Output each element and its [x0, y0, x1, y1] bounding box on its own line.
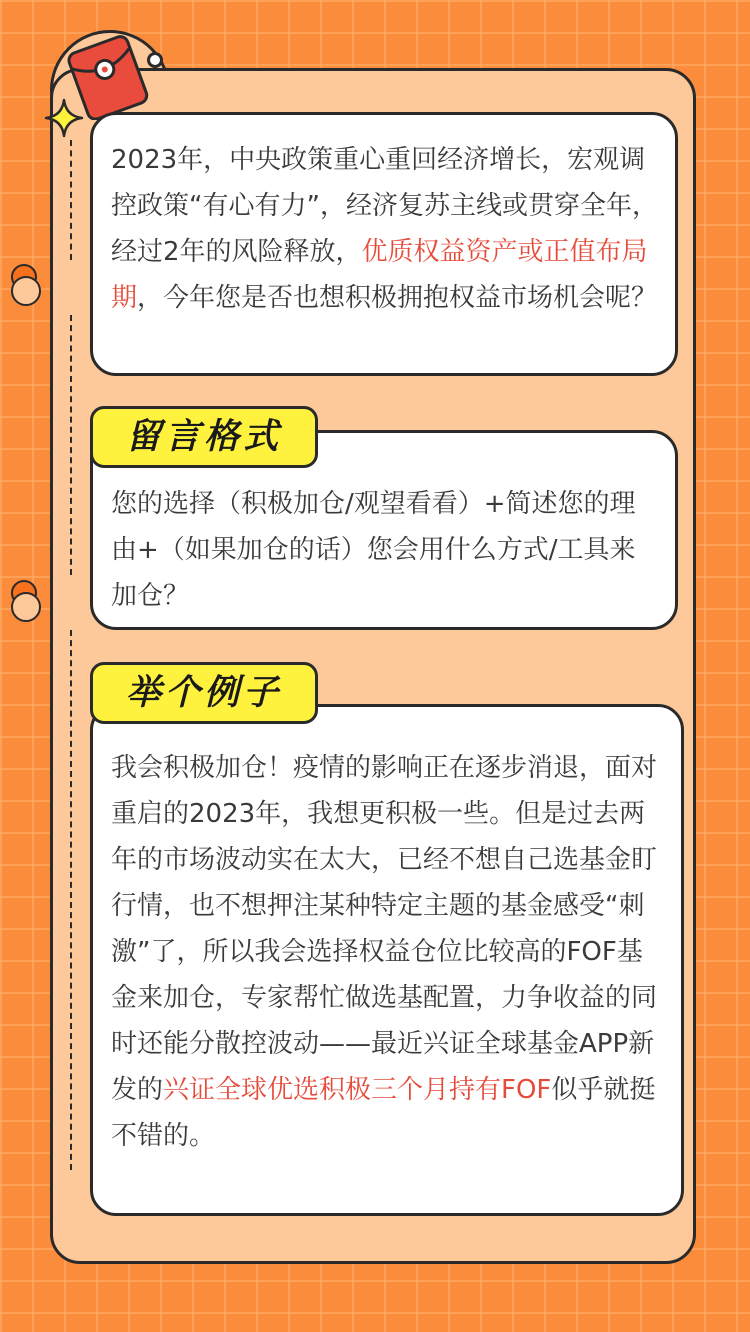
binder-ring: [11, 580, 37, 606]
example-tag: 举个例子: [90, 662, 318, 724]
dashed-line: [70, 315, 72, 575]
format-tag: 留言格式: [90, 406, 318, 468]
example-card: [90, 704, 684, 1216]
small-ring-icon: [147, 52, 163, 68]
dashed-line: [70, 630, 72, 1170]
intro-highlight: 优质权益资产或正值布局期: [111, 237, 648, 313]
binder-ring: [11, 264, 37, 290]
dashed-line: [70, 140, 72, 260]
format-text: 您的选择（积极加仓/观望看看）+简述您的理由+（如果加仓的话）您会用什么方式/工具来加仓？: [111, 489, 636, 611]
intro-card: [90, 112, 678, 376]
example-text: 我会积极加仓！疫情的影响正在逐步消退，面对重启的2023年，我想更积极一些。但是过去两年的市场波动实在太大，已经不想自己选基金盯行情，也不想押注某种特定主题的基金感受“刺激”了，所以我会选择权益仓位比较高的FOF基金来加仓，专家帮忙做选基配置，力争收益的同时还能分散控波动——最近兴证全球基金APP新发的: [111, 753, 658, 1105]
intro-text: 2023年，中央政策重心重回经济增长，宏观调控政策“有心有力”，经济复苏主线或贯穿全年，经过2年的风险释放，: [111, 145, 658, 267]
intro-text-end: ，今年您是否也想积极拥抱权益市场机会呢？: [137, 283, 658, 313]
example-text-end: 似乎就挺不错的。: [111, 1075, 656, 1151]
example-highlight: 兴证全球优选积极三个月持有FOF: [163, 1075, 552, 1105]
sparkle-icon: [44, 98, 84, 138]
